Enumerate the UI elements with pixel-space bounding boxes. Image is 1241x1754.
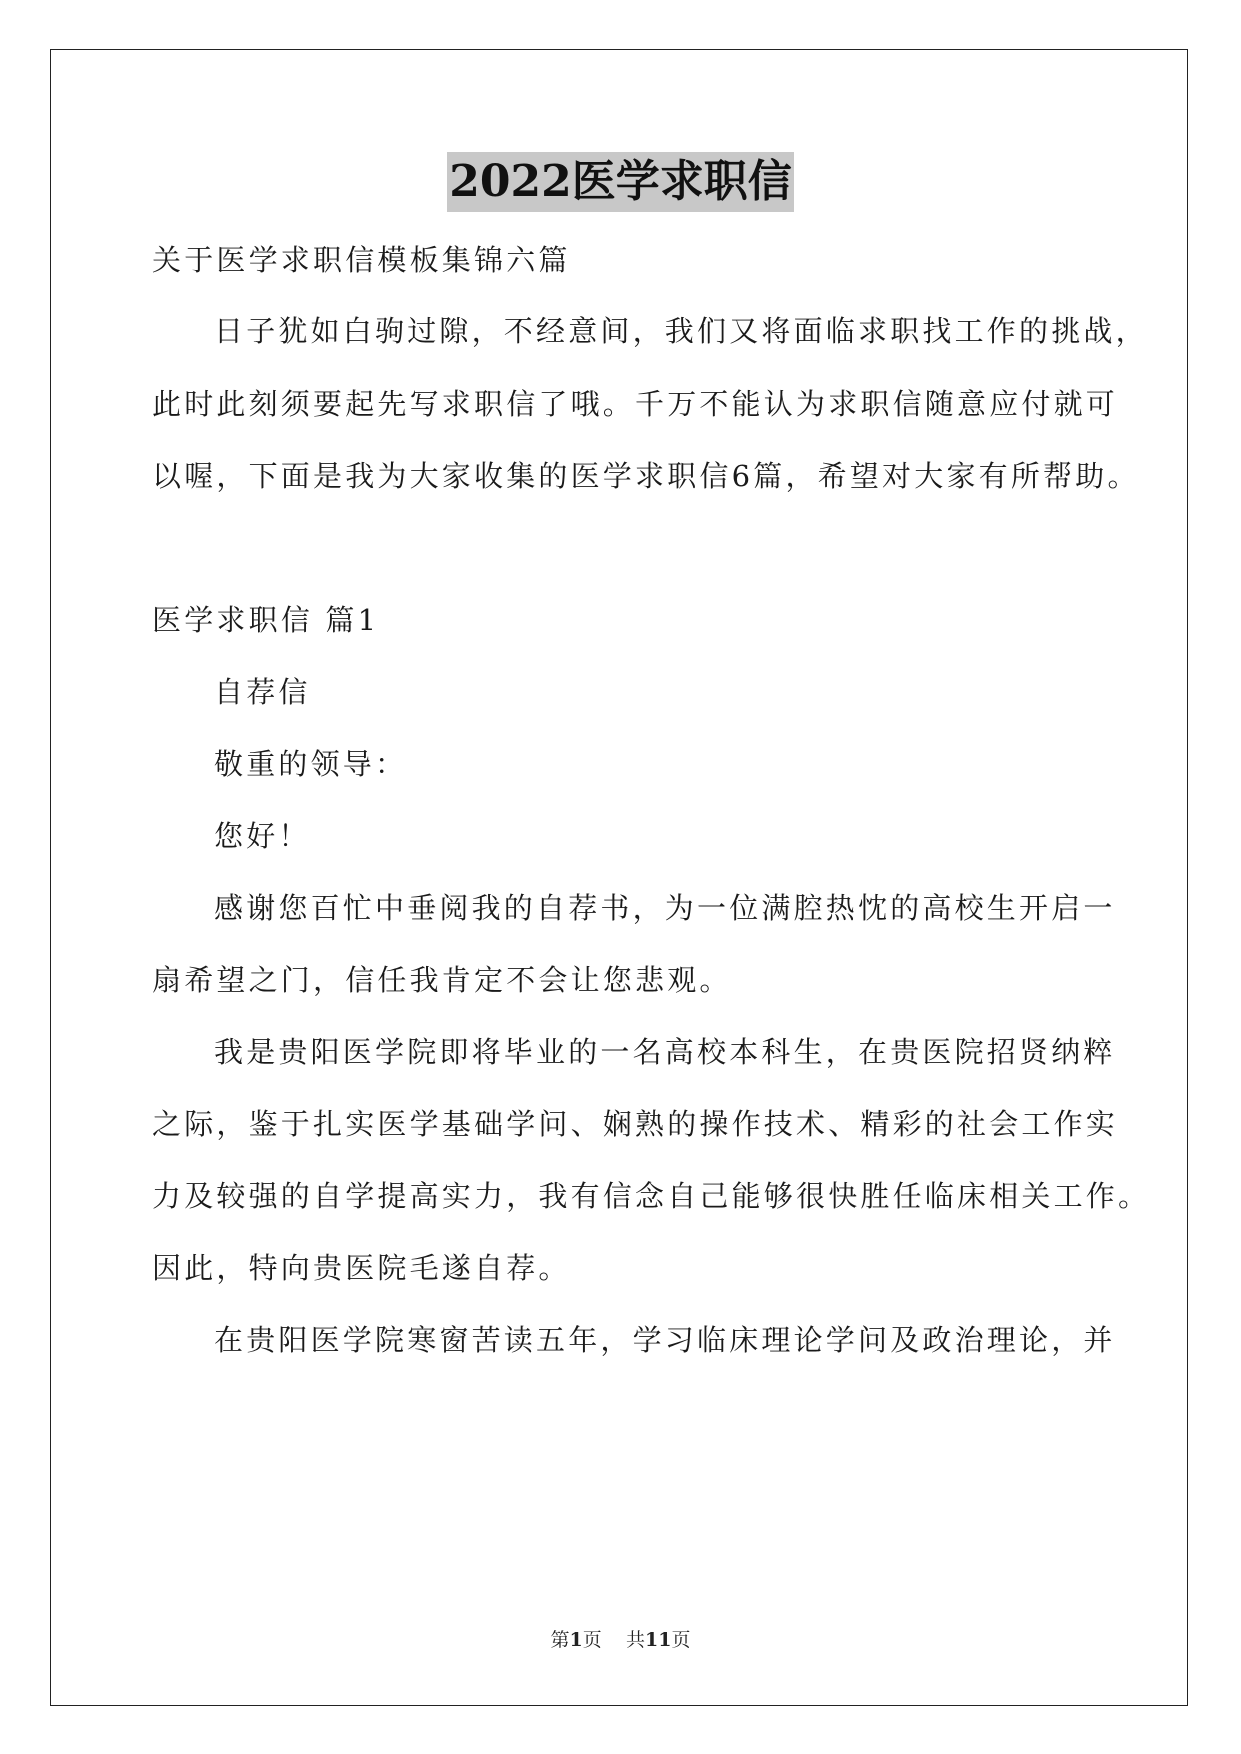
document-subtitle: 关于医学求职信模板集锦六篇 <box>152 243 571 277</box>
para2-line-3: 力及较强的自学提高实力，我有信念自己能够很快胜任临床相关工作。 <box>152 1179 1151 1213</box>
footer-page-prefix: 第 <box>550 1629 570 1651</box>
para2-line-1: 我是贵阳医学院即将毕业的一名高校本科生，在贵医院招贤纳粹 <box>214 1035 1116 1069</box>
para1-line-1: 感谢您百忙中垂阅我的自荐书，为一位满腔热忱的高校生开启一 <box>214 891 1116 925</box>
document-title: 2022医学求职信 <box>447 152 793 212</box>
title-wrap <box>0 152 1241 212</box>
intro-line-2: 此时此刻须要起先写求职信了哦。千万不能认为求职信随意应付就可 <box>152 387 1119 421</box>
para2-line-4: 因此，特向贵医院毛遂自荐。 <box>152 1251 571 1285</box>
para3-line-1: 在贵阳医学院寒窗苦读五年，学习临床理论学问及政治理论，并 <box>214 1323 1116 1357</box>
footer-page-suffix: 页 <box>582 1629 602 1651</box>
letter-title: 自荐信 <box>214 675 311 709</box>
footer-total-pages: 11 <box>644 1629 672 1651</box>
page-footer <box>0 1628 1241 1652</box>
para2-line-2: 之际，鉴于扎实医学基础学问、娴熟的操作技术、精彩的社会工作实 <box>152 1107 1119 1141</box>
intro-line-1: 日子犹如白驹过隙，不经意间，我们又将面临求职找工作的挑战， <box>214 314 1148 348</box>
section-heading: 医学求职信 篇1 <box>152 603 380 637</box>
salutation: 敬重的领导： <box>214 747 408 781</box>
footer-total-prefix: 共 <box>625 1629 645 1651</box>
intro-line-3: 以喔，下面是我为大家收集的医学求职信6篇，希望对大家有所帮助。 <box>152 459 1140 493</box>
footer-page-number: 1 <box>569 1629 583 1651</box>
greeting: 您好！ <box>214 819 311 853</box>
para1-line-2: 扇希望之门，信任我肯定不会让您悲观。 <box>152 963 732 997</box>
page-border <box>50 49 1188 1706</box>
footer-total-suffix: 页 <box>671 1629 691 1651</box>
